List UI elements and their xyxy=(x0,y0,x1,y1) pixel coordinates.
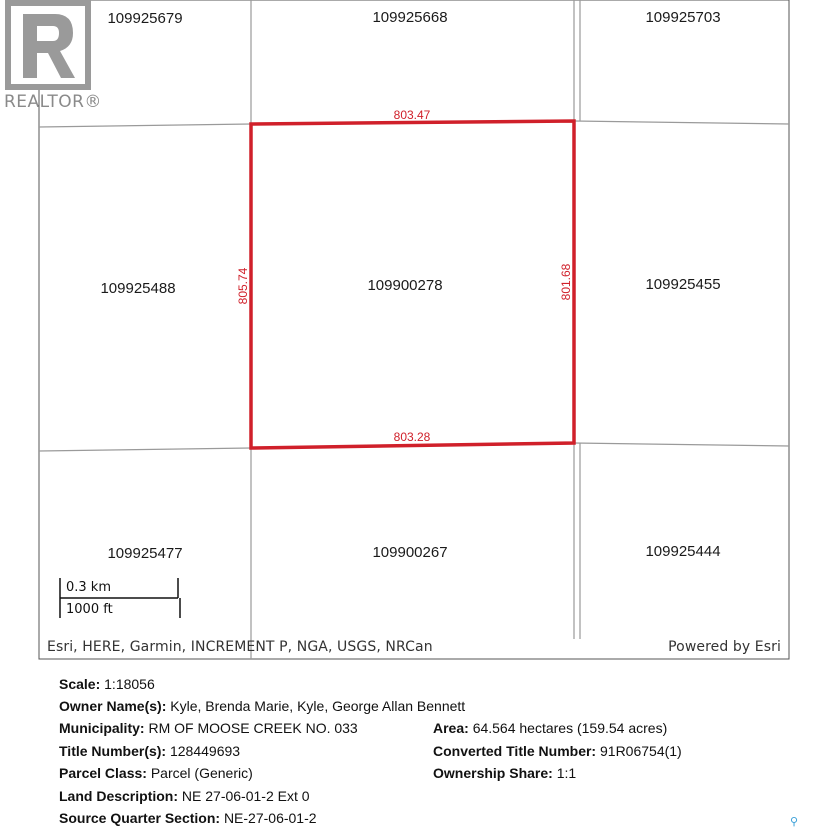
owner-label: Owner Name(s): xyxy=(59,698,167,714)
title-label: Title Number(s): xyxy=(59,743,167,759)
scale-metric-label: 0.3 km xyxy=(66,580,111,595)
parcel-id-se: 109925444 xyxy=(645,543,721,560)
map-attribution[interactable]: Esri, HERE, Garmin, INCREMENT P, NGA, USGS, NRCan xyxy=(47,639,433,655)
scale-label: Scale: xyxy=(59,676,101,692)
municipality-value: RM OF MOOSE CREEK NO. 033 xyxy=(148,720,358,736)
dimension-right: 801.68 xyxy=(559,263,573,301)
map-pin-icon: ⚲ xyxy=(790,816,799,828)
converted-title-row xyxy=(433,743,682,759)
realtor-r-icon xyxy=(3,0,95,92)
area-row xyxy=(433,720,667,736)
ownership-share-value: 1:1 xyxy=(556,765,577,781)
source-quarter-row xyxy=(59,810,317,826)
land-description-value: NE 27-06-01-2 Ext 0 xyxy=(181,788,310,804)
parcel-id-subject: 109900278 xyxy=(367,277,443,294)
parcel-id-e: 109925455 xyxy=(645,276,721,293)
title-value: 128449693 xyxy=(169,743,241,759)
land-description-label: Land Description: xyxy=(59,788,179,804)
ownership-share-row xyxy=(433,765,576,781)
area-label: Area: xyxy=(433,720,469,736)
municipality-label: Municipality: xyxy=(59,720,145,736)
parcel-class-value: Parcel (Generic) xyxy=(150,765,253,781)
scale-imperial-label: 1000 ft xyxy=(66,602,113,617)
land-description-row xyxy=(59,788,310,804)
dimension-bottom: 803.28 xyxy=(393,430,431,444)
dimension-top: 803.47 xyxy=(393,108,431,122)
area-value: 64.564 hectares (159.54 acres) xyxy=(472,720,668,736)
owner-value: Kyle, Brenda Marie, Kyle, George Allan Bennett xyxy=(170,698,466,714)
parcel-id-s: 109900267 xyxy=(372,544,448,561)
converted-title-label: Converted Title Number: xyxy=(433,743,597,759)
parcel-id-ne: 109925703 xyxy=(645,9,721,26)
parcel-class-label: Parcel Class: xyxy=(59,765,147,781)
source-quarter-value: NE-27-06-01-2 xyxy=(223,810,317,826)
ownership-share-label: Ownership Share: xyxy=(433,765,553,781)
parcel-id-nw: 109925679 xyxy=(107,10,183,27)
scale-value: 1:18056 xyxy=(104,676,155,692)
parcel-class-row xyxy=(59,765,253,781)
parcel-id-n: 109925668 xyxy=(372,9,448,26)
scale-row xyxy=(59,676,155,692)
title-row xyxy=(59,743,240,759)
owner-row xyxy=(59,698,465,714)
municipality-row xyxy=(59,720,358,736)
parcel-id-sw: 109925477 xyxy=(107,545,183,562)
dimension-left: 805.74 xyxy=(236,267,250,305)
parcel-id-w: 109925488 xyxy=(100,280,176,297)
converted-title-value: 91R06754(1) xyxy=(600,743,682,759)
powered-by-esri[interactable]: Powered by Esri xyxy=(668,639,781,655)
realtor-logo-text: REALTOR® xyxy=(4,92,102,112)
source-quarter-label: Source Quarter Section: xyxy=(59,810,221,826)
